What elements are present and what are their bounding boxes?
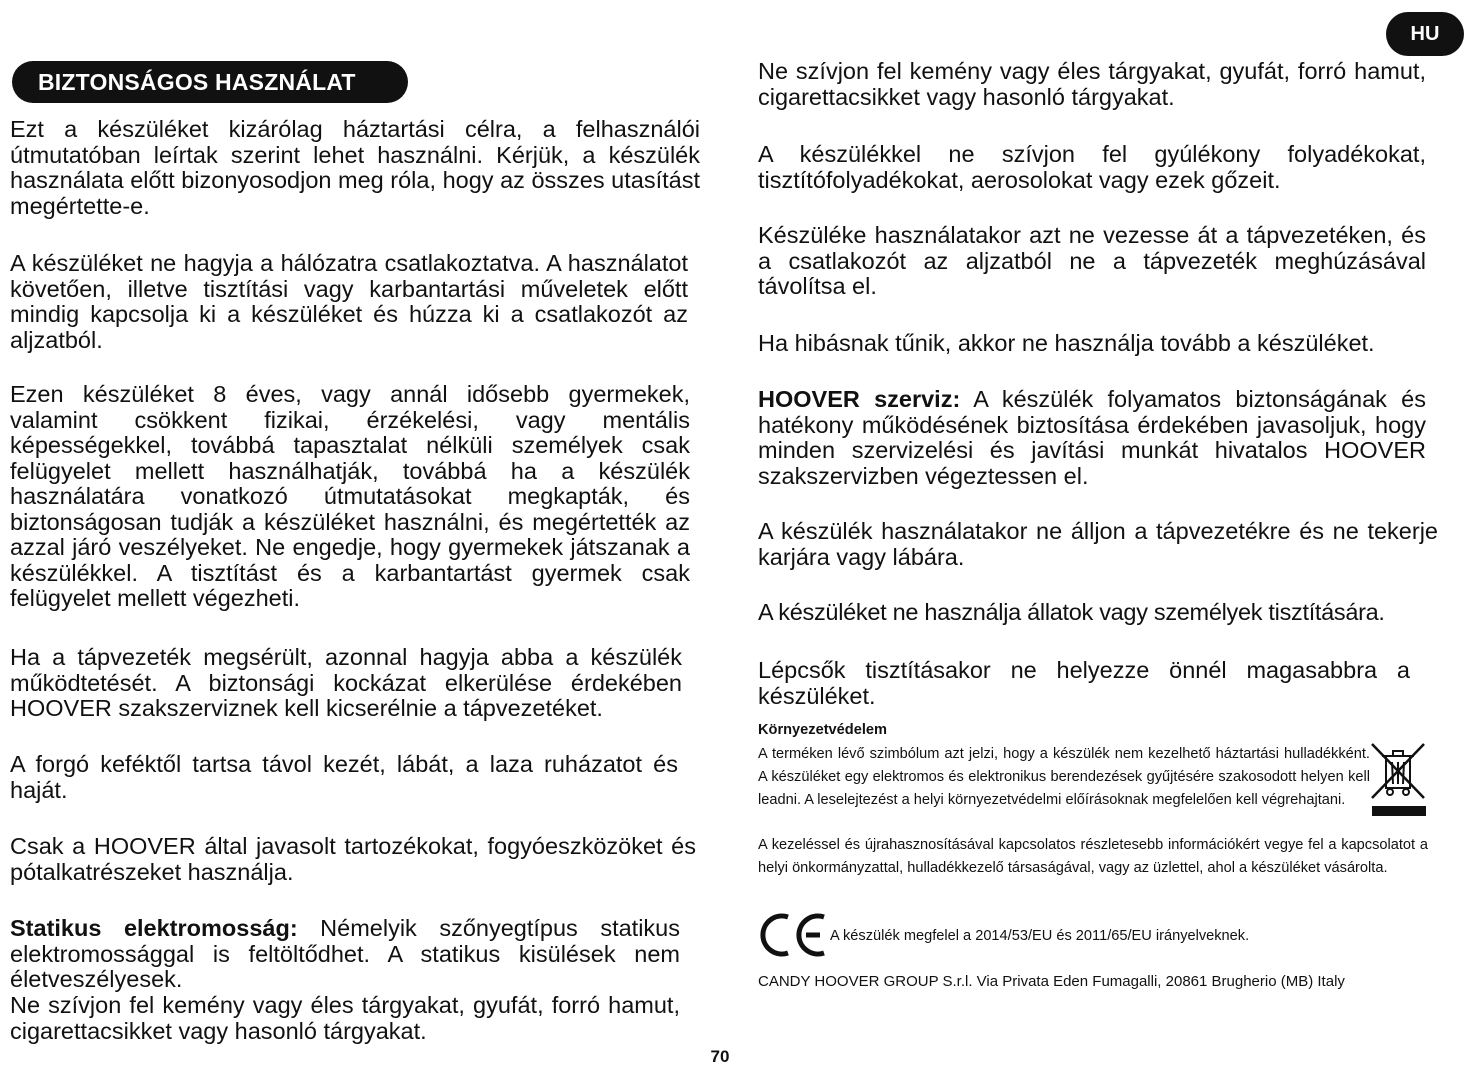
- ce-compliance-text: A készülék megfelel a 2014/53/EU és 2011/65/EU irányelveknek.: [830, 928, 1250, 944]
- paragraph-brushes: A forgó keféktől tartsa távol kezét, lábát, a laza ruházatot és haját.: [10, 751, 678, 803]
- paragraph-damaged-cord: Ha a tápvezeték megsérült, azonnal hagyja abba a készülék működtetését. A biztonsági kockázat elkerülése érdekében HOOVER szakszerviznek kell kicserélnie a tápvezetéket.: [10, 644, 682, 721]
- page-number: 70: [710, 1047, 730, 1066]
- paragraph-accessories: Csak a HOOVER által javasolt tartozékokat, fogyóeszközöket és pótalkatrészeket használja.: [10, 833, 696, 885]
- paragraph-children: Ezen készüléket 8 éves, vagy annál idősebb gyermekek, valamint csökkent fizikai, érzékelési, vagy mentális képességekkel, továbbá tapasztalat nélküli személyek csak felügyelet mellett használhatják, továbbá ha a készülék használatára vonatkozó útmutatásokat megkapták, és biztonságosan tudják a készüléket használni, és megértették az azzal járó veszélyeket. Ne engedje, hogy gyermekek játszanak a készülékkel. A tisztítást és a karbantartást gyermek csak felügyelet mellett végezheti.: [10, 381, 690, 611]
- paragraph-faulty: Ha hibásnak tűnik, akkor ne használja tovább a készüléket.: [758, 330, 1375, 356]
- paragraph-stairs: Lépcsők tisztításakor ne helyezze önnél magasabbra a készüléket.: [758, 657, 1410, 709]
- paragraph-service: [758, 387, 1426, 489]
- environment-title: Környezetvédelem: [758, 722, 887, 738]
- paragraph-intended-use: Ezt a készüléket kizárólag háztartási célra, a felhasználói útmutatóban leírtak szerint lehet használni. Kérjük, a készülék használata előtt bizonyosodjon meg róla, hogy az összes utasítást megértette-e.: [10, 116, 700, 219]
- weee-bin-icon: [1366, 740, 1428, 820]
- section-heading: BIZTONSÁGOS HASZNÁLAT: [12, 61, 408, 103]
- static-lead: Statikus elektromosság:: [10, 915, 298, 941]
- paragraph-hard-objects-right: Ne szívjon fel kemény vagy éles tárgyakat, gyufát, forró hamut, cigarettacsikket vagy hasonló tárgyakat.: [758, 58, 1426, 110]
- service-lead: HOOVER szerviz:: [758, 386, 961, 412]
- company-address: CANDY HOOVER GROUP S.r.l. Via Privata Eden Fumagalli, 20861 Brugherio (MB) Italy: [758, 973, 1345, 990]
- environment-text: A terméken lévő szimbólum azt jelzi, hogy a készülék nem kezelhető háztartási hulladékként. A készüléket egy elektromos és elektronikus berendezések gyűjtésére szakosodott helyen kell leadni. A leselejtezést a helyi környezetvédelmi előírásoknak megfelelően kell végrehajtani.: [758, 746, 1370, 808]
- paragraph-unplug: A készüléket ne hagyja a hálózatra csatlakoztatva. A használatot követően, illetve tisztítási vagy karbantartási műveletek előtt mindig kapcsolja ki a készüléket és húzza ki a csatlakozót az aljzatból.: [10, 250, 688, 353]
- paragraph-static: [10, 916, 680, 993]
- paragraph-cord-handling: Készüléke használatakor azt ne vezesse át a tápvezetéken, és a csatlakozót az aljzatból ne a tápvezeték meghúzásával távolítsa el.: [758, 222, 1426, 299]
- paragraph-no-animals: A készüléket ne használja állatok vagy személyek tisztítására.: [758, 599, 1385, 625]
- paragraph-cord-stand: A készülék használatakor ne álljon a tápvezetékre és ne tekerje karjára vagy lábára.: [758, 518, 1438, 570]
- recycling-text: A kezeléssel és újrahasznosításával kapcsolatos részletesebb információkért vegye fel a kapcsolatot a helyi önkormányzattal, hulladékkezelő társaságával, vagy az üzlettel, ahol a készüléket vásárolta.: [758, 837, 1428, 876]
- static-text: Némelyik szőnyegtípus statikus elektromossággal is feltöltődhet. A statikus kisülések nem életveszélyesek.: [10, 915, 681, 992]
- paragraph-flammable: A készülékkel ne szívjon fel gyúlékony folyadékokat, tisztítófolyadékokat, aerosolokat vagy ezek gőzeit.: [758, 141, 1426, 193]
- service-text: A készülék folyamatos biztonságának és hatékony működésének biztosítása érdekében javasoljuk, hogy minden szervizelési és javítási munkát hivatalos HOOVER szakszervizben végeztessen el.: [758, 386, 1426, 489]
- language-badge: HU: [1386, 12, 1464, 56]
- paragraph-hard-objects: Ne szívjon fel kemény vagy éles tárgyakat, gyufát, forró hamut, cigarettacsikket vagy hasonló tárgyakat.: [10, 992, 680, 1044]
- ce-mark-icon: [758, 910, 828, 960]
